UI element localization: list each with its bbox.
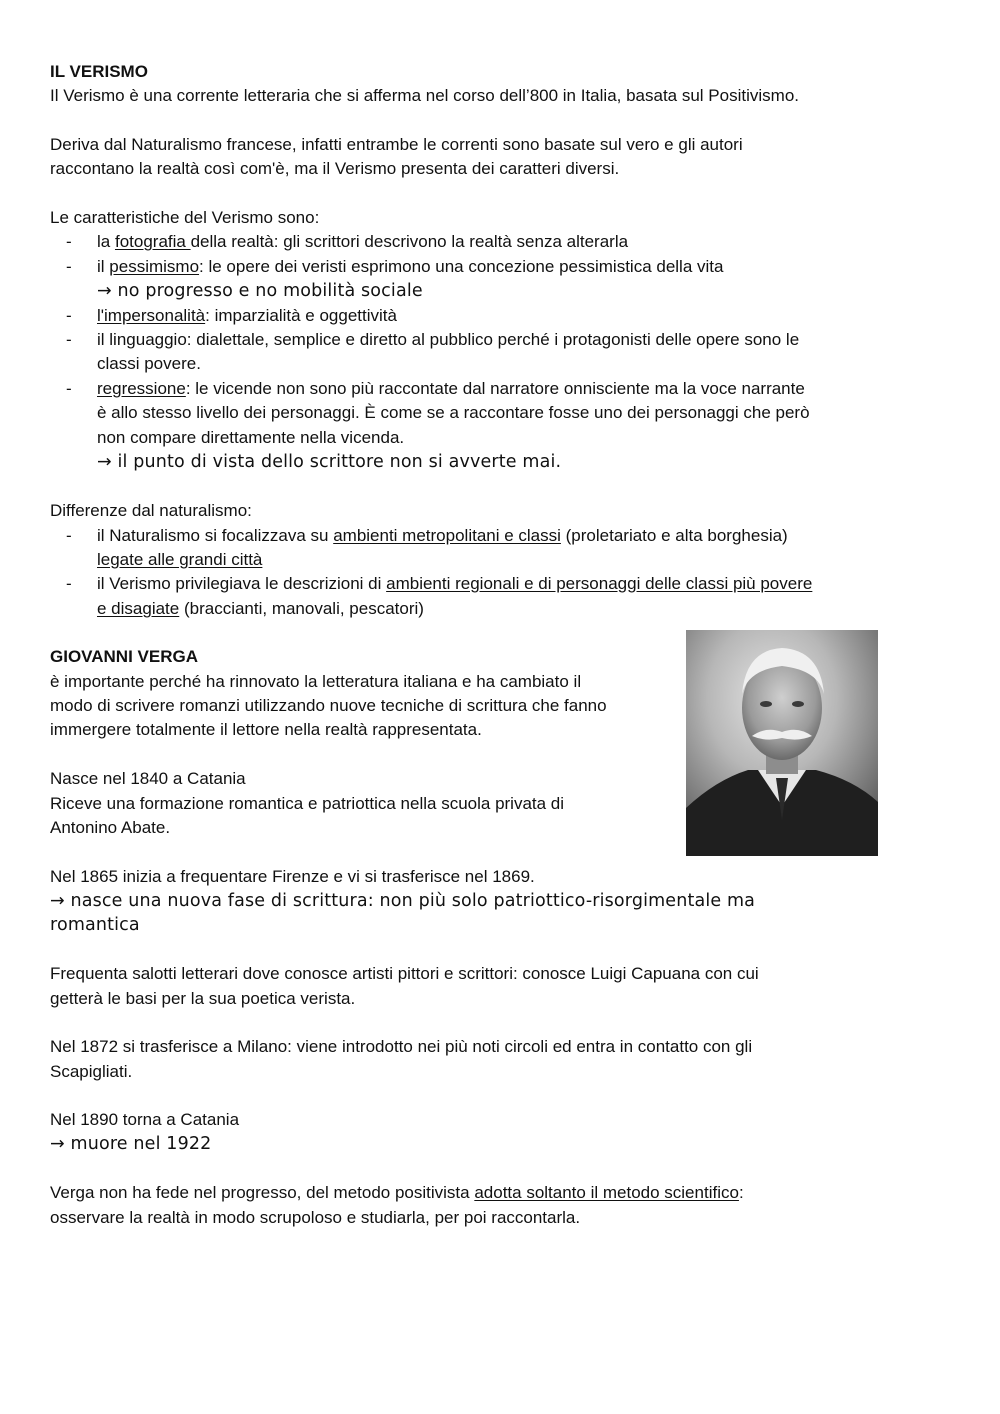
paragraph-line: Frequenta salotti letterari dove conosce artisti pittori e scrittori: conosce Luigi Capuana con cui bbox=[50, 964, 759, 983]
list-item bbox=[97, 377, 805, 401]
list-item-continuation: classi povere. bbox=[97, 354, 201, 373]
underlined-term: ambienti metropolitani e classi bbox=[333, 526, 561, 545]
bullet-dash: - bbox=[66, 526, 72, 545]
bullet-dash: - bbox=[66, 306, 72, 325]
list-item-continuation bbox=[97, 597, 424, 621]
list-heading: Le caratteristiche del Verismo sono: bbox=[50, 208, 320, 227]
bullet-dash: - bbox=[66, 379, 72, 398]
list-item bbox=[97, 230, 628, 254]
underlined-term: ambienti regionali e di personaggi delle classi più povere bbox=[386, 574, 813, 593]
text-span: : imparzialità e oggettività bbox=[205, 306, 397, 325]
paragraph-line: Nel 1865 inizia a frequentare Firenze e vi si trasferisce nel 1869. bbox=[50, 867, 535, 886]
section-title-verismo: IL VERISMO bbox=[50, 62, 148, 81]
portrait-photo bbox=[686, 630, 878, 856]
text-span: della realtà: gli scrittori descrivono la realtà senza alterarla bbox=[190, 232, 629, 251]
list-item bbox=[97, 524, 788, 548]
bullet-dash: - bbox=[66, 257, 72, 276]
list-item bbox=[97, 255, 723, 279]
paragraph-line bbox=[50, 1181, 744, 1205]
text-span: il Naturalismo si focalizzava su bbox=[97, 526, 334, 545]
text-span: il Verismo privilegiava le descrizioni di bbox=[97, 574, 387, 593]
paragraph-line: Riceve una formazione romantica e patriottica nella scuola privata di bbox=[50, 794, 565, 813]
paragraph-line: Il Verismo è una corrente letteraria che si afferma nel corso dell’800 in Italia, basata sul Positivismo. bbox=[50, 86, 799, 105]
text-span: (braccianti, manovali, pescatori) bbox=[179, 599, 424, 618]
paragraph-line: osservare la realtà in modo scrupoloso e studiarla, per poi raccontarla. bbox=[50, 1208, 581, 1227]
bullet-dash: - bbox=[66, 574, 72, 593]
arrow-note-continuation: romantica bbox=[50, 915, 140, 935]
text-span: : le opere dei veristi esprimono una concezione pessimistica della vita bbox=[199, 257, 724, 276]
paragraph-line: Nel 1890 torna a Catania bbox=[50, 1110, 240, 1129]
underlined-term: l'impersonalità bbox=[97, 306, 206, 325]
text-span: la bbox=[97, 232, 115, 251]
paragraph-line: immergere totalmente il lettore nella realtà rappresentata. bbox=[50, 720, 482, 739]
text-span: il bbox=[97, 257, 110, 276]
paragraph-line: Scapigliati. bbox=[50, 1062, 133, 1081]
text-span: (proletariato e alta borghesia) bbox=[560, 526, 788, 545]
list-item-continuation: non compare direttamente nella vicenda. bbox=[97, 428, 405, 447]
underlined-term: regressione bbox=[97, 379, 186, 398]
list-item bbox=[97, 304, 397, 328]
list-item-continuation bbox=[97, 548, 262, 572]
paragraph-line: è importante perché ha rinnovato la letteratura italiana e ha cambiato il bbox=[50, 672, 582, 691]
text-span: Verga non ha fede nel progresso, del metodo positivista bbox=[50, 1183, 475, 1202]
arrow-note: → muore nel 1922 bbox=[50, 1134, 212, 1154]
paragraph-line: Nel 1872 si trasferisce a Milano: viene introdotto nei più noti circoli ed entra in contatto con gli bbox=[50, 1037, 753, 1056]
arrow-note: → no progresso e no mobilità sociale bbox=[97, 281, 423, 301]
underlined-term: adotta soltanto il metodo scientifico bbox=[474, 1183, 739, 1202]
arrow-note: → nasce una nuova fase di scrittura: non più solo patriottico-risorgimentale ma bbox=[50, 891, 756, 911]
list-item bbox=[97, 572, 812, 596]
underlined-term: legate alle grandi città bbox=[97, 550, 263, 569]
paragraph-line: Deriva dal Naturalismo francese, infatti entrambe le correnti sono basate sul vero e gli autori bbox=[50, 135, 743, 154]
paragraph-line: Antonino Abate. bbox=[50, 818, 171, 837]
paragraph-line: modo di scrivere romanzi utilizzando nuove tecniche di scrittura che fanno bbox=[50, 696, 607, 715]
paragraph-line: getterà le basi per la sua poetica verista. bbox=[50, 989, 356, 1008]
list-item-continuation: è allo stesso livello dei personaggi. È come se a raccontare fosse uno dei personaggi che però bbox=[97, 403, 810, 422]
text-span: : le vicende non sono più raccontate dal narratore onnisciente ma la voce narrante bbox=[185, 379, 805, 398]
arrow-note: → il punto di vista dello scrittore non si avverte mai. bbox=[97, 452, 562, 472]
bullet-dash: - bbox=[66, 330, 72, 349]
underlined-term: fotografia bbox=[114, 232, 191, 251]
portrait-illustration bbox=[686, 630, 878, 856]
paragraph-line: Nasce nel 1840 a Catania bbox=[50, 769, 246, 788]
paragraph-line: raccontano la realtà così com'è, ma il Verismo presenta dei caratteri diversi. bbox=[50, 159, 620, 178]
list-heading: Differenze dal naturalismo: bbox=[50, 501, 252, 520]
underlined-term: e disagiate bbox=[97, 599, 180, 618]
list-item: il linguaggio: dialettale, semplice e diretto al pubblico perché i protagonisti delle opere sono le bbox=[97, 330, 800, 349]
underlined-term: pessimismo bbox=[109, 257, 200, 276]
section-title-verga: GIOVANNI VERGA bbox=[50, 647, 198, 666]
bullet-dash: - bbox=[66, 232, 72, 251]
text-span: : bbox=[738, 1183, 744, 1202]
